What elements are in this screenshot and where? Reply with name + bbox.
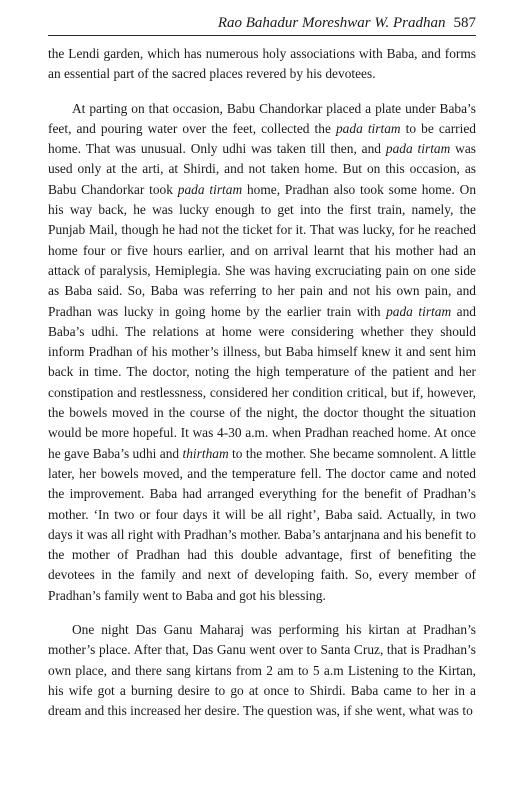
page-number: 587 [453, 15, 476, 31]
italic-term: pada tirtam [335, 120, 401, 136]
text-run: to the mother. She became somnolent. A little later, her bowels moved, and the temperature fell. The doctor came and noted the improvement. Baba had arranged everything for the benefit of Pradhan’s mother. ‘In two or four days it will be all right’, Baba said. Actually, in two days it was all right with Pradhan’s mother. Baba’s antarjnana and his benefit to the mother of Pradhan had this double advantage, first of benefiting the devotees in the family and next of developing faith. So, every member of Pradhan’s family went to Baba and got his blessing. [48, 445, 476, 603]
text-run: and Baba’s udhi. The relations at home were considering whether they should inform Pradhan of his mother’s illness, but Baba himself knew it and sent him back in time. The doctor, noting the high temperature of the patient and her constipation and restlessness, considered her condition critical, but if, however, the bowels moved in the course of the night, the doctor thought the situation would be more hopeful. It was 4-30 a.m. when Pradhan reached home. At once he gave Baba’s udhi and [48, 303, 476, 461]
text-run: to be carried home. That was unusual. Only udhi was taken till then, and [48, 120, 476, 157]
italic-term: thirtham [182, 445, 229, 461]
running-header [48, 14, 476, 36]
italic-term: pada tirtam [177, 181, 243, 197]
text-run: One night Das Ganu Maharaj was performing his kirtan at Pradhan’s mother’s place. After that, Das Ganu went over to Santa Cruz, that is Pradhan’s own place, and there sang kirtans from 2 am to 5 a.m Listening to the Kirtan, his wife got a burning desire to go at once to Shirdi. Baba came to her in a dream and this increased her desire. The question was, if she went, what was to [48, 622, 476, 719]
text-run: At parting on that occasion, Babu Chandorkar placed a plate under Baba’s feet, and pouring water over the feet, collected the [48, 100, 476, 136]
body-text [48, 44, 476, 722]
italic-term: pada tirtam [385, 141, 451, 157]
paragraph [48, 99, 476, 606]
paragraph [48, 620, 476, 721]
text-run: home, Pradhan also took some home. On his way back, he was lucky enough to get into the first train, namely, the Punjab Mail, though he had not the ticket for it. That was lucky, for he reached home four or five hours earlier, and on arrival learnt that his mother had an attack of paralysis, Hemiplegia. She was having excruciating pain on one side as Baba said. So, Baba was referring to her pain and not his own pain, and Pradhan was lucky in going home by the earlier train with [48, 181, 477, 319]
text-run: was used only at the arti, at Shirdi, and not taken home. But on this occasion, as Babu Chandorkar took [48, 141, 476, 197]
paragraph [48, 44, 476, 85]
book-page [48, 14, 476, 722]
text-run: the Lendi garden, which has numerous holy associations with Baba, and forms an essential part of the sacred places revered by his devotees. [48, 46, 476, 82]
italic-term: pada tirtam [386, 303, 452, 319]
running-title: Rao Bahadur Moreshwar W. Pradhan [217, 15, 446, 31]
